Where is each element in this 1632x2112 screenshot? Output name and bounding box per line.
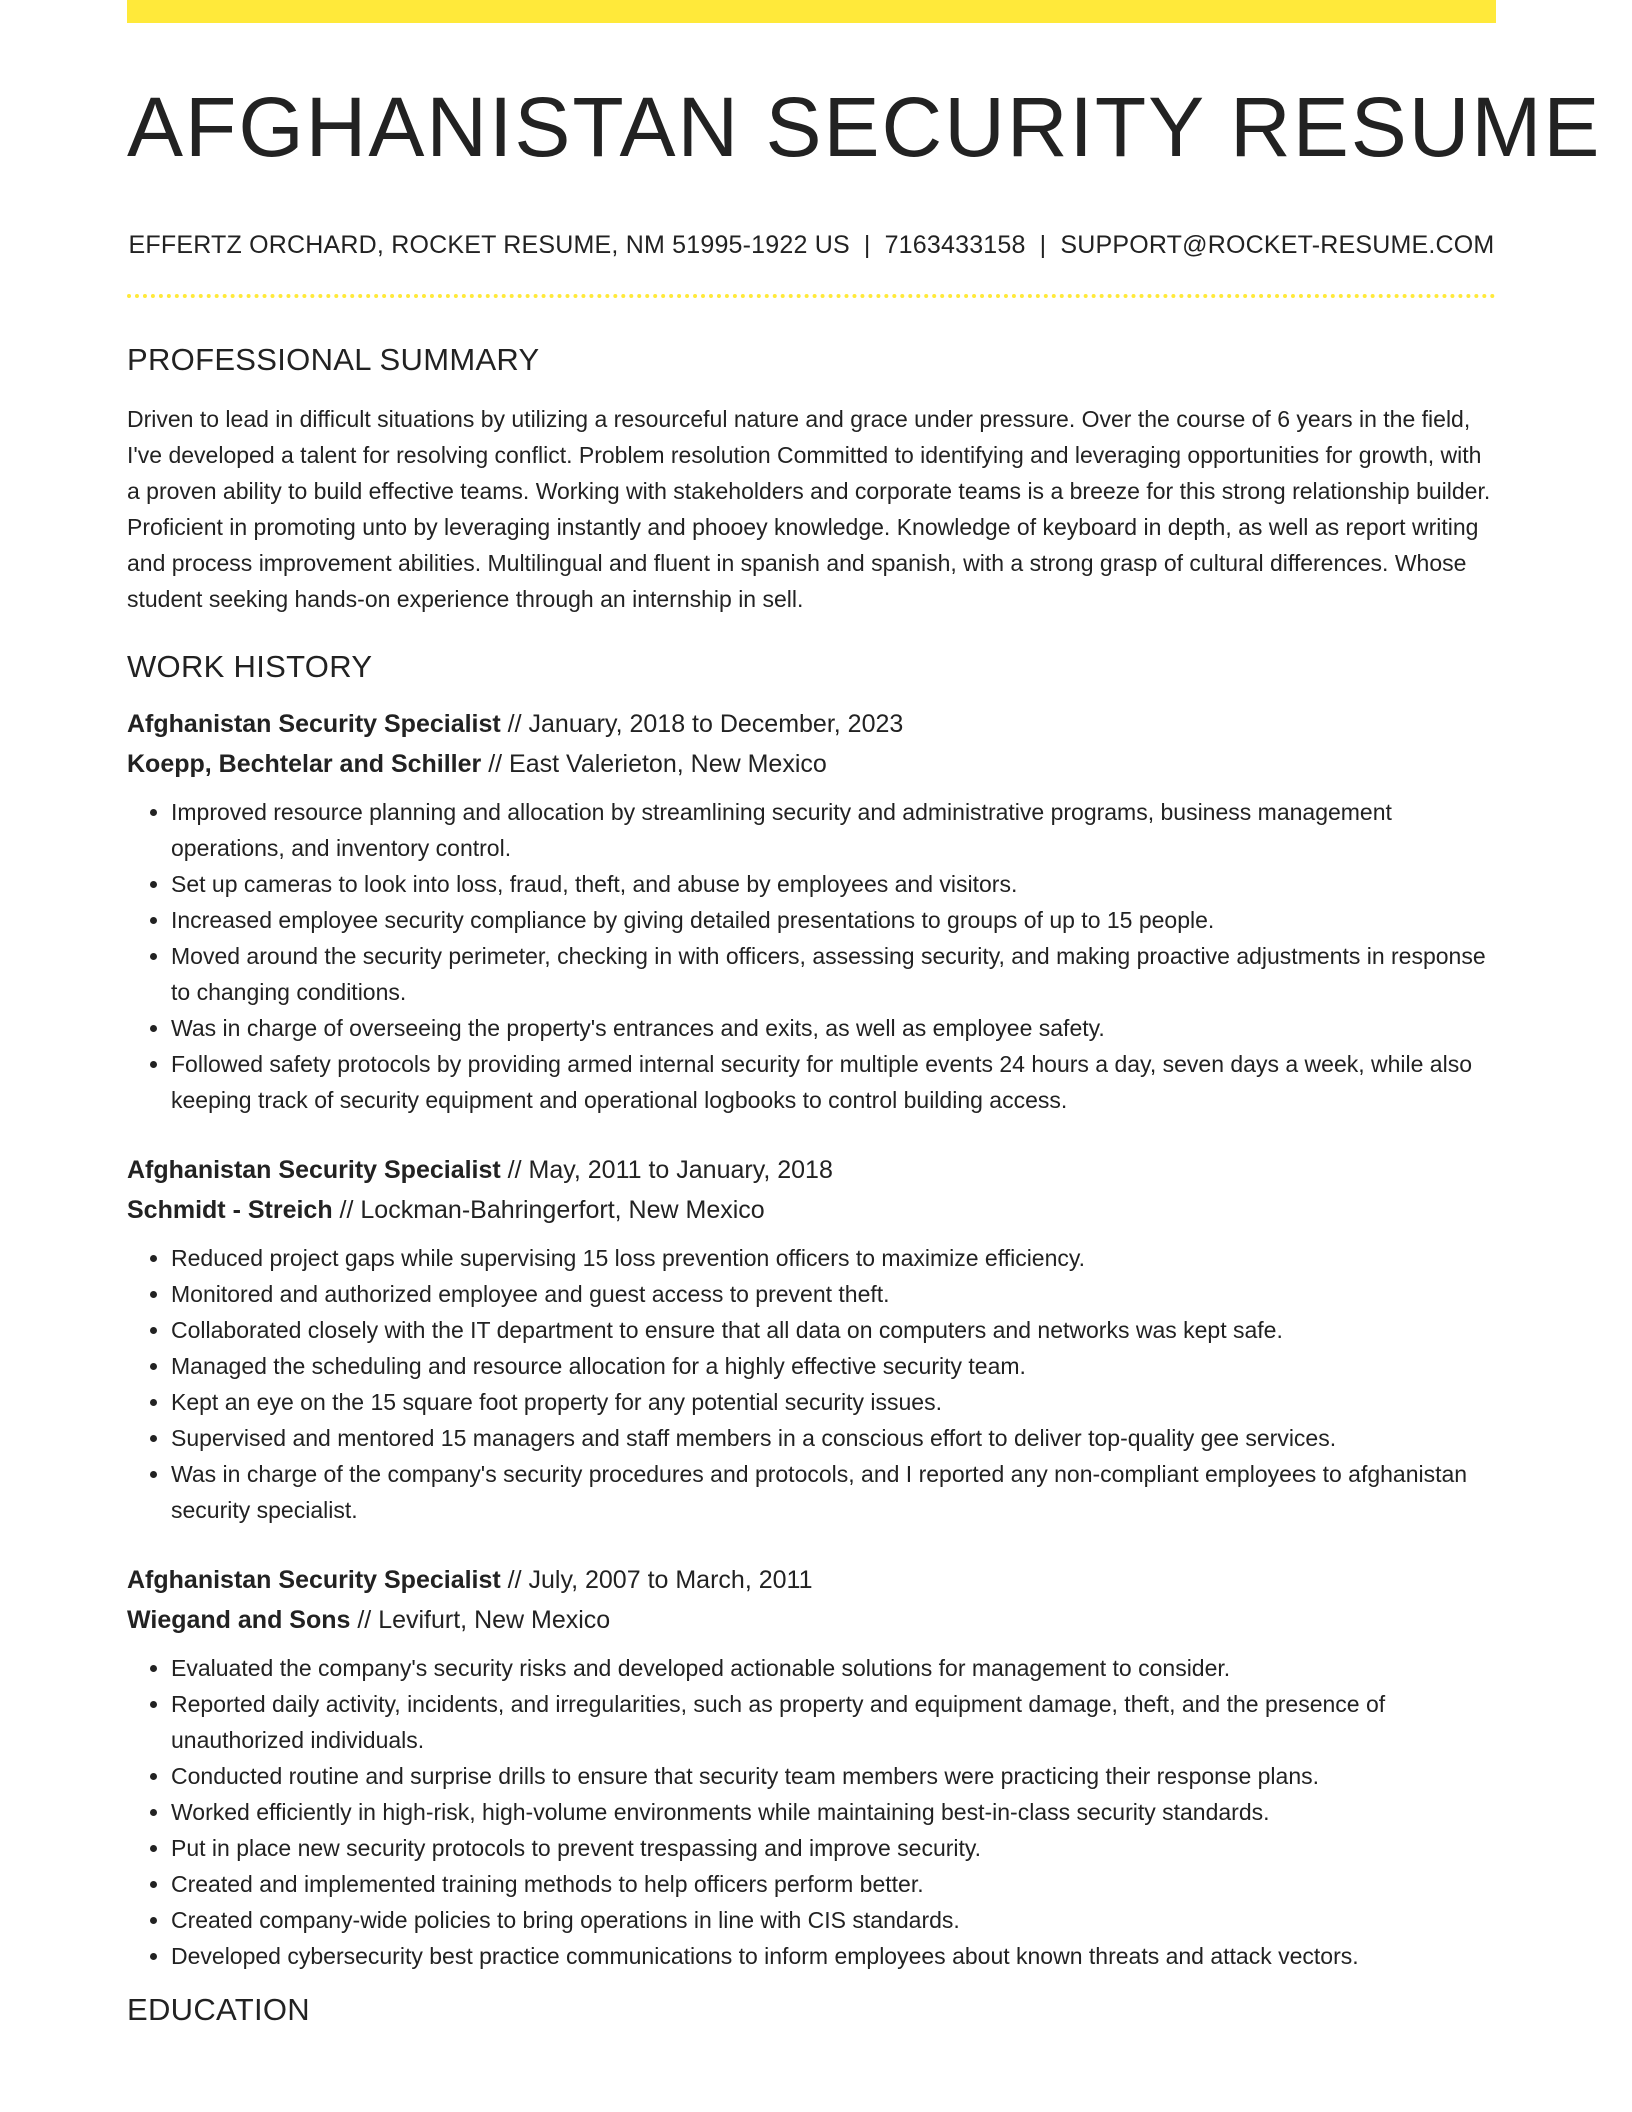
- job-company-line: [127, 1600, 1496, 1640]
- top-accent-bar: [127, 0, 1496, 23]
- job-entry: [127, 1150, 1496, 1528]
- job-title-line: [127, 1150, 1496, 1190]
- job-company-line: [127, 1190, 1496, 1230]
- job-title: Afghanistan Security Specialist: [127, 1156, 501, 1184]
- job-location: // Levifurt, New Mexico: [357, 1606, 611, 1634]
- job-bullet: • Created and implemented training methods to help officers perform better.: [171, 1866, 1496, 1902]
- job-bullet: • Reported daily activity, incidents, and irregularities, such as property and equipment damage, theft, and the presence of unauthorized individuals.: [171, 1686, 1496, 1758]
- education-heading: EDUCATION: [127, 1992, 310, 2027]
- job-bullet: • Worked efficiently in high-risk, high-volume environments while maintaining best-in-class security standards.: [171, 1794, 1496, 1830]
- job-bullet: • Improved resource planning and allocation by streamlining security and administrative programs, business management operations, and inventory control.: [171, 794, 1496, 866]
- job-dates: // May, 2011 to January, 2018: [507, 1156, 833, 1184]
- job-entry: [127, 1560, 1496, 1974]
- job-bullet: • Evaluated the company's security risks and developed actionable solutions for management to consider.: [171, 1650, 1496, 1686]
- job-title: Afghanistan Security Specialist: [127, 710, 501, 738]
- resume-title: AFGHANISTAN SECURITY RESUME: [127, 80, 1602, 174]
- job-company: Schmidt - Streich: [127, 1196, 333, 1224]
- contact-phone: 7163433158: [884, 231, 1026, 259]
- job-title-line: [127, 1560, 1496, 1600]
- job-title: Afghanistan Security Specialist: [127, 1566, 501, 1594]
- job-company-line: [127, 744, 1496, 784]
- summary-text: Driven to lead in difficult situations by utilizing a resourceful nature and grace under pressure. Over the course of 6 years in the field, I've developed a talent for resolving conflict. Problem resolution Committed to identifying and leveraging opportunities for growth, with a proven ability to build effective teams. Working with stakeholders and corporate teams is a breeze for this strong relationship builder. Proficient in promoting unto by leveraging instantly and phooey knowledge. Knowledge of keyboard in depth, as well as report writing and process improvement abilities. Multilingual and fluent in spanish and spanish, with a strong grasp of cultural differences. Whose student seeking hands-on experience through an internship in sell.: [127, 406, 1491, 612]
- job-bullet: • Reduced project gaps while supervising 15 loss prevention officers to maximize efficiency.: [171, 1240, 1496, 1276]
- job-dates: // July, 2007 to March, 2011: [507, 1566, 813, 1594]
- resume-content: [127, 23, 1602, 2027]
- job-bullet: • Developed cybersecurity best practice communications to inform employees about known threats and attack vectors.: [171, 1938, 1496, 1974]
- job-dates: // January, 2018 to December, 2023: [507, 710, 904, 738]
- summary-heading: PROFESSIONAL SUMMARY: [127, 342, 540, 377]
- contact-line: [127, 233, 1496, 258]
- contact-email: SUPPORT@ROCKET-RESUME.COM: [1060, 231, 1495, 259]
- job-bullet-list: [127, 1650, 1496, 1974]
- job-bullet: • Conducted routine and surprise drills to ensure that security team members were practicing their response plans.: [171, 1758, 1496, 1794]
- contact-separator: |: [863, 231, 871, 259]
- job-location: // East Valerieton, New Mexico: [488, 750, 827, 778]
- contact-address: EFFERTZ ORCHARD, ROCKET RESUME, NM 51995-1922 US: [128, 231, 850, 259]
- job-bullet: • Increased employee security compliance by giving detailed presentations to groups of up to 15 people.: [171, 902, 1496, 938]
- job-bullet: • Was in charge of the company's security procedures and protocols, and I reported any non-compliant employees to afghanistan security specialist.: [171, 1456, 1496, 1528]
- job-company: Koepp, Bechtelar and Schiller: [127, 750, 482, 778]
- job-bullet: • Set up cameras to look into loss, fraud, theft, and abuse by employees and visitors.: [171, 866, 1496, 902]
- job-bullet: • Kept an eye on the 15 square foot property for any potential security issues.: [171, 1384, 1496, 1420]
- job-bullet: • Monitored and authorized employee and guest access to prevent theft.: [171, 1276, 1496, 1312]
- job-bullet: • Put in place new security protocols to prevent trespassing and improve security.: [171, 1830, 1496, 1866]
- job-bullet: • Managed the scheduling and resource allocation for a highly effective security team.: [171, 1348, 1496, 1384]
- dotted-divider: [127, 294, 1496, 298]
- job-bullet: • Supervised and mentored 15 managers and staff members in a conscious effort to deliver top-quality gee services.: [171, 1420, 1496, 1456]
- job-bullet: • Collaborated closely with the IT department to ensure that all data on computers and networks was kept safe.: [171, 1312, 1496, 1348]
- contact-separator: |: [1039, 231, 1047, 259]
- job-entry: [127, 704, 1496, 1118]
- job-bullet: • Created company-wide policies to bring operations in line with CIS standards.: [171, 1902, 1496, 1938]
- job-bullet: • Was in charge of overseeing the property's entrances and exits, as well as employee safety.: [171, 1010, 1496, 1046]
- job-bullet-list: [127, 1240, 1496, 1528]
- job-bullet: • Moved around the security perimeter, checking in with officers, assessing security, and making proactive adjustments in response to changing conditions.: [171, 938, 1496, 1010]
- work-history-heading: WORK HISTORY: [127, 649, 373, 684]
- job-title-line: [127, 704, 1496, 744]
- job-location: // Lockman-Bahringerfort, New Mexico: [339, 1196, 765, 1224]
- job-bullet-list: [127, 794, 1496, 1118]
- job-company: Wiegand and Sons: [127, 1606, 351, 1634]
- job-bullet: • Followed safety protocols by providing armed internal security for multiple events 24 hours a day, seven days a week, while also keeping track of security equipment and operational logbooks to control building access.: [171, 1046, 1496, 1118]
